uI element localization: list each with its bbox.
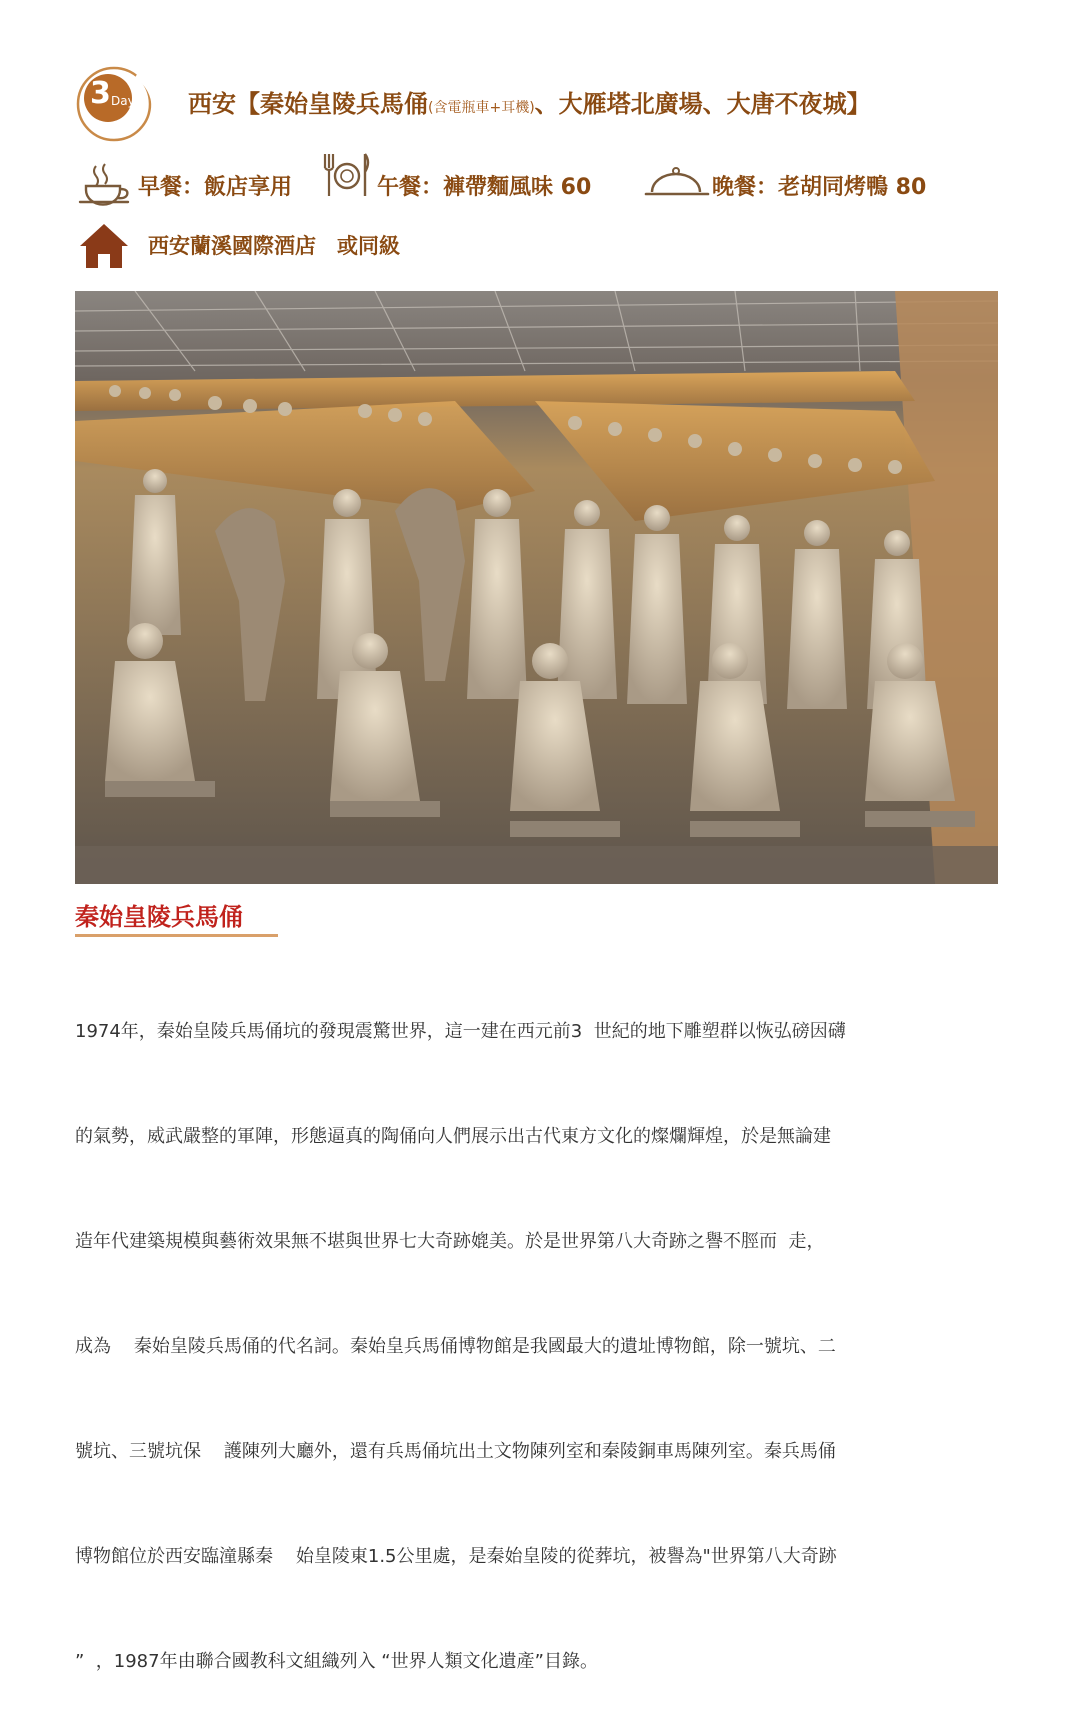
body-line: 造年代建築規模與藝術效果無不堪與世界七大奇跡媲美。於是世界第八大奇跡之譽不脛而 走， xyxy=(75,1231,825,1252)
body-line: 博物館位於西安臨潼縣秦 始皇陵東1.5公里處，是秦始皇陵的從葬坑，被譽為"世界第八大奇跡 xyxy=(75,1546,837,1567)
meals-row xyxy=(78,152,1018,212)
cloche-icon xyxy=(644,166,710,202)
body-line: 1974年，秦始皇陵兵馬俑坑的發現震驚世界，這一建在西元前3 世紀的地下雕塑群以恢弘磅因礴 xyxy=(75,1021,846,1042)
title-prefix: 西安【秦始皇陵兵馬俑 xyxy=(188,90,428,118)
section-body xyxy=(75,944,985,1714)
section-title: 秦始皇陵兵馬俑 xyxy=(75,903,243,931)
terracotta-warriors-photo xyxy=(75,291,998,884)
day-badge xyxy=(74,64,158,148)
page-title xyxy=(188,88,871,124)
body-line: 的氣勢，威武嚴整的軍陣，形態逼真的陶俑向人們展示出古代東方文化的燦爛輝煌，於是無論建 xyxy=(75,1126,831,1147)
day-word: Day xyxy=(111,94,135,108)
section-underline xyxy=(75,934,278,937)
breakfast-text: 早餐：飯店享用 xyxy=(138,175,293,200)
house-icon xyxy=(78,222,130,270)
dinner-text: 晚餐：老胡同烤鴨 80 xyxy=(712,175,927,200)
body-line: 號坑、三號坑保 護陳列大廳外，還有兵馬俑坑出土文物陳列室和秦陵銅車馬陳列室。秦兵馬俑 xyxy=(75,1441,836,1462)
photo-illustration xyxy=(75,291,998,884)
plate-cutlery-icon xyxy=(321,152,373,198)
lunch-text: 午餐：褲帶麵風味 60 xyxy=(377,175,592,200)
day-number: 3 xyxy=(90,76,111,111)
coffee-cup-icon xyxy=(78,160,134,206)
body-line: 成為 秦始皇陵兵馬俑的代名詞。秦始皇兵馬俑博物館是我國最大的遺址博物館，除一號坑、二 xyxy=(75,1336,836,1357)
title-note: (含電瓶車+耳機) xyxy=(428,100,535,116)
body-line: ” ，1987年由聯合國教科文組織列入 “世界人類文化遺產”目錄。 xyxy=(75,1651,598,1672)
title-suffix: 、大雁塔北廣場、大唐不夜城】 xyxy=(534,90,871,118)
hotel-row xyxy=(78,222,678,272)
hotel-text: 西安蘭溪國際酒店 或同級 xyxy=(148,234,400,258)
